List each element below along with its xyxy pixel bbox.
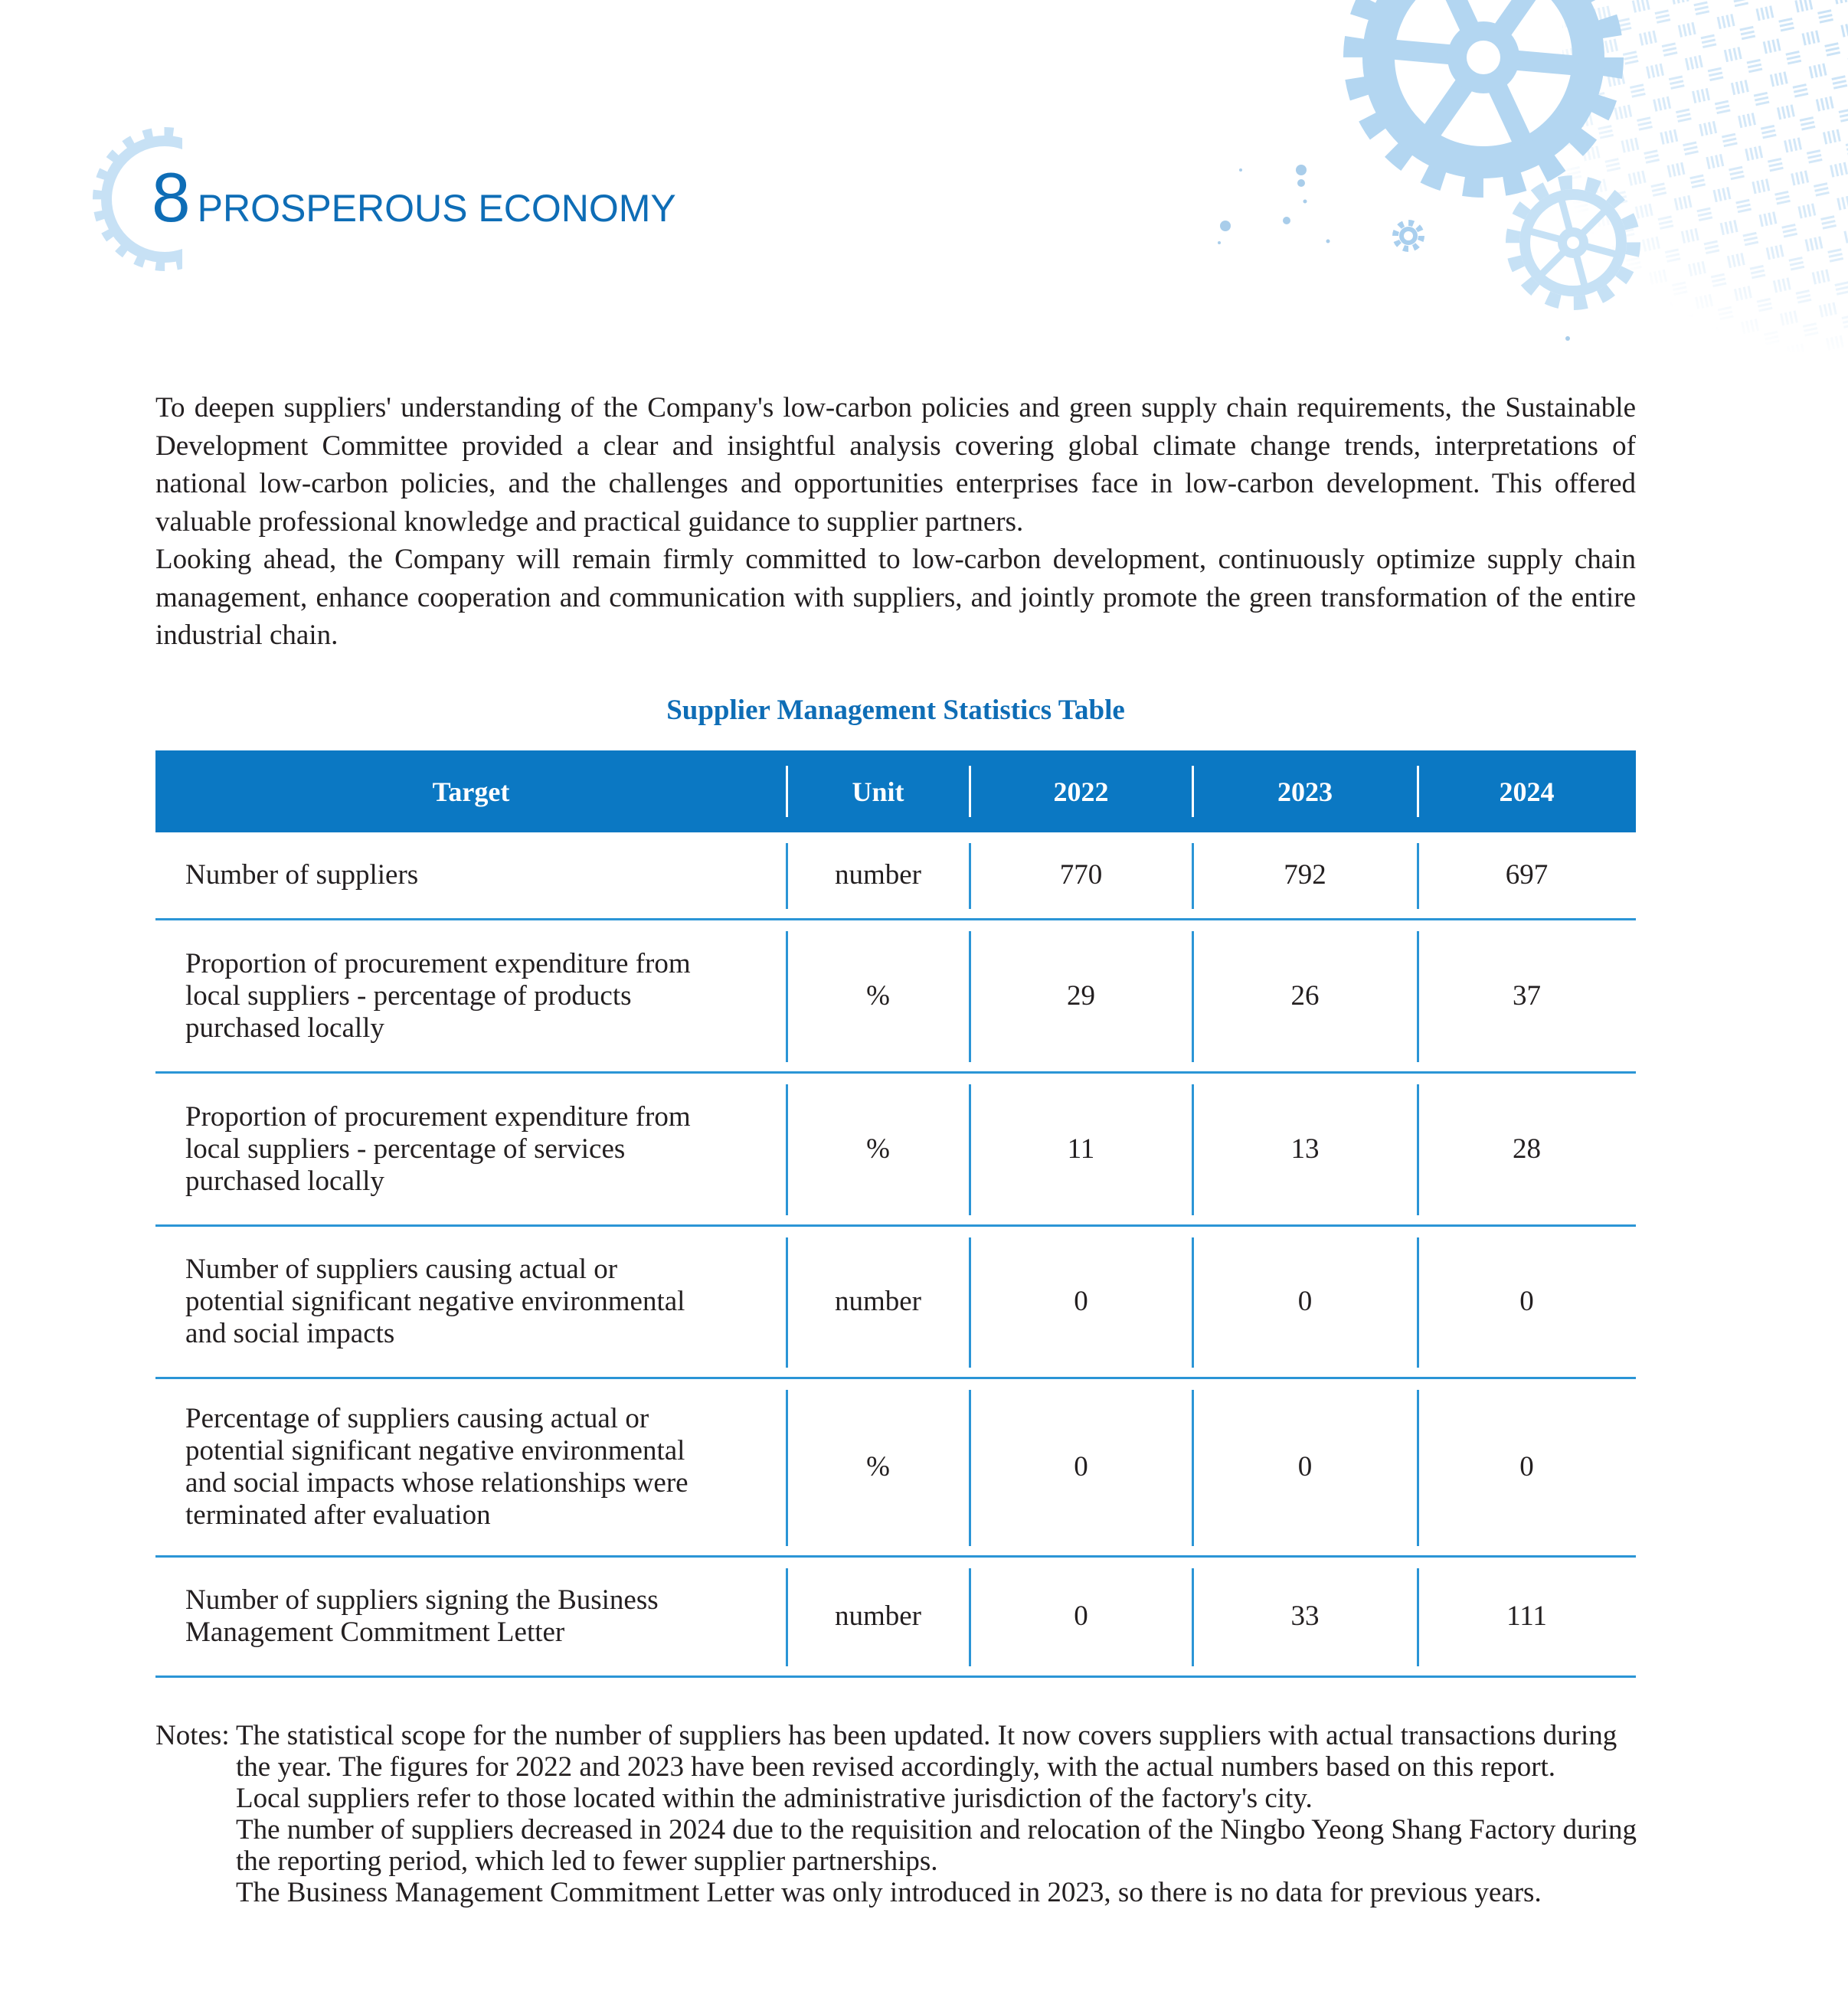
- chapter-number: 8: [152, 159, 191, 237]
- target-text: Proportion of procurement expenditure from local suppliers - percentage of services purchased locally: [185, 1100, 691, 1197]
- value-cell-2024: 0: [1418, 1227, 1636, 1377]
- column-header-2022: 2022: [970, 750, 1192, 832]
- value-cell-2022: 0: [970, 1558, 1192, 1675]
- column-header-2024: 2024: [1418, 750, 1636, 832]
- unit-cell: number: [787, 1227, 970, 1377]
- target-text: Number of suppliers signing the Business Management Commitment Letter: [185, 1584, 659, 1648]
- value-cell-2022: 11: [970, 1074, 1192, 1224]
- unit-cell: %: [787, 920, 970, 1071]
- target-cell: [155, 1227, 787, 1377]
- target-cell: [155, 920, 787, 1071]
- value-cell-2022: 0: [970, 1379, 1192, 1555]
- column-header-unit: Unit: [787, 750, 970, 832]
- tiny-gear-icon: [1395, 223, 1421, 249]
- column-header-target: Target: [432, 776, 510, 807]
- target-text: Proportion of procurement expenditure from local suppliers - percentage of products purchased locally: [185, 947, 691, 1044]
- note-text: The statistical scope for the number of suppliers has been updated. It now covers suppliers with actual transactions during the year. The figures for 2022 and 2023 have been revised accordingly, with the actual numbers based on this report.: [236, 1720, 1617, 1783]
- unit-cell: %: [787, 1379, 970, 1555]
- target-cell: [155, 1558, 787, 1675]
- unit-cell: number: [787, 832, 970, 918]
- note-item: The number of suppliers decreased in 2024 due to the requisition and relocation of the Ningbo Yeong Shang Factory during the reporting period, which led to fewer supplier partnerships.: [236, 1814, 1637, 1877]
- table-row: [155, 832, 1636, 920]
- value-cell-2024: 111: [1418, 1558, 1636, 1675]
- value-cell-2024: 697: [1418, 832, 1636, 918]
- chapter-title: PROSPEROUS ECONOMY: [197, 187, 676, 230]
- value-cell-2022: 29: [970, 920, 1192, 1071]
- intro-paragraph: To deepen suppliers' understanding of the Company's low-carbon policies and green supply chain requirements, the Sustainable Development Committee provided a clear and insightful analysis covering global climate change trends, interpretations of national low-carbon policies, and the challenges and opportunities enterprises face in low-carbon development. This offered valuable professional knowledge and practical guidance to supplier partners.: [155, 392, 1636, 538]
- value-cell-2022: 0: [970, 1227, 1192, 1377]
- value-cell-2023: 33: [1192, 1558, 1418, 1675]
- table-row: [155, 1379, 1636, 1558]
- table-row: [155, 1074, 1636, 1227]
- table-row: [155, 920, 1636, 1074]
- value-cell-2023: 13: [1192, 1074, 1418, 1224]
- page-title: [152, 159, 676, 237]
- supplier-statistics-table: [155, 750, 1636, 1678]
- table-row: [155, 1558, 1636, 1678]
- table-row: [155, 1227, 1636, 1379]
- note-item: The Business Management Commitment Letter was only introduced in 2023, so there is no data for previous years.: [236, 1877, 1542, 1908]
- table-notes: [155, 1720, 1641, 1908]
- value-cell-2022: 770: [970, 832, 1192, 918]
- value-cell-2023: 792: [1192, 832, 1418, 918]
- value-cell-2024: 28: [1418, 1074, 1636, 1224]
- table-header: [155, 750, 1636, 832]
- target-cell: [155, 832, 787, 918]
- target-cell: [155, 1379, 787, 1555]
- note-item: Local suppliers refer to those located within the administrative jurisdiction of the factory's city.: [236, 1783, 1313, 1814]
- table-title: Supplier Management Statistics Table: [666, 695, 1125, 726]
- value-cell-2023: 26: [1192, 920, 1418, 1071]
- unit-cell: %: [787, 1074, 970, 1224]
- value-cell-2024: 0: [1418, 1379, 1636, 1555]
- target-cell: [155, 1074, 787, 1224]
- value-cell-2023: 0: [1192, 1379, 1418, 1555]
- target-text: Number of suppliers: [185, 859, 419, 891]
- target-text: Percentage of suppliers causing actual or potential significant negative environmental and social impacts whose relationships were terminated after evaluation: [185, 1403, 689, 1531]
- intro-paragraph: Looking ahead, the Company will remain firmly committed to low-carbon development, continuously optimize supply chain management, enhance cooperation and communication with suppliers, and jointly promote the green transformation of the entire industrial chain.: [155, 544, 1636, 651]
- column-header-2023: 2023: [1192, 750, 1418, 832]
- target-text: Number of suppliers causing actual or potential significant negative environmental and social impacts: [185, 1254, 685, 1349]
- unit-cell: number: [787, 1558, 970, 1675]
- note-item: [155, 1720, 1641, 1783]
- value-cell-2023: 0: [1192, 1227, 1418, 1377]
- value-cell-2024: 37: [1418, 920, 1636, 1071]
- intro-text: [155, 389, 1636, 655]
- notes-label: Notes:: [155, 1720, 230, 1751]
